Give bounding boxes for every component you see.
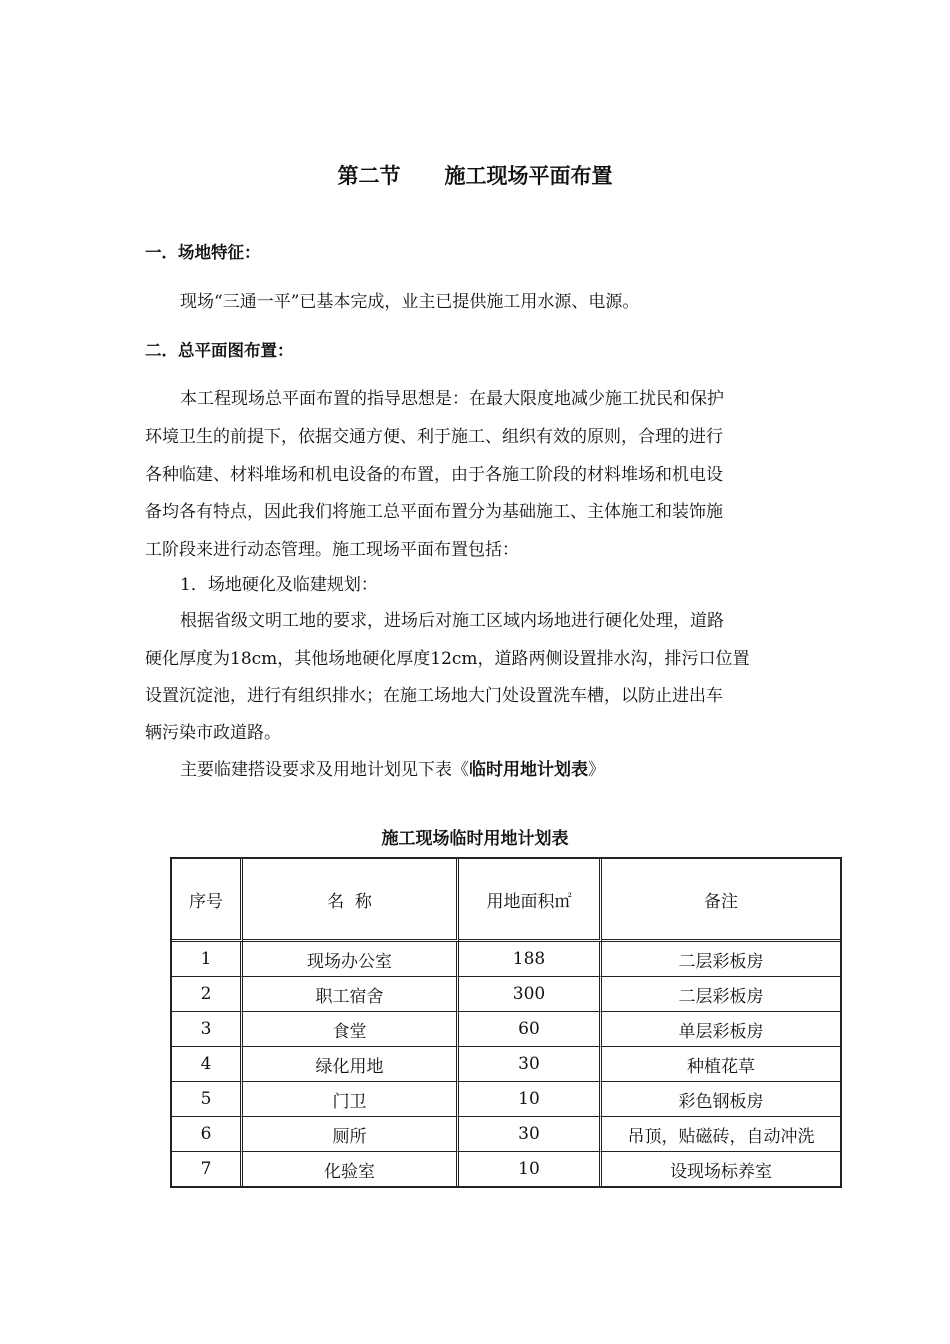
cell-name: 绿化用地 (243, 1047, 459, 1082)
table-row (172, 1047, 840, 1082)
reference-close: 》 (588, 760, 605, 780)
cell-index: 5 (172, 1082, 243, 1117)
cell-name: 门卫 (243, 1082, 459, 1117)
cell-index: 1 (172, 942, 243, 977)
cell-name: 化验室 (243, 1152, 459, 1186)
cell-remarks: 种植花草 (602, 1047, 840, 1082)
cell-remarks: 吊顶，贴磁砖，自动冲洗 (602, 1117, 840, 1152)
heading-general-layout: 二．总平面图布置： (145, 341, 294, 360)
cell-remarks: 二层彩板房 (602, 942, 840, 977)
cell-area: 188 (459, 942, 602, 977)
paragraph-line: 设置沉淀池，进行有组织排水；在施工场地大门处设置洗车槽，以防止进出车 (145, 686, 723, 706)
header-area: 用地面积㎡ (459, 859, 602, 942)
cell-index: 4 (172, 1047, 243, 1082)
paragraph-line: 本工程现场总平面布置的指导思想是：在最大限度地减少施工扰民和保护 (180, 389, 724, 409)
sub-item-title: 1．场地硬化及临建规划： (180, 575, 378, 595)
paragraph-line: 工阶段来进行动态管理。施工现场平面布置包括： (145, 540, 519, 560)
paragraph-site-status: 现场“三通一平”已基本完成，业主已提供施工用水源、电源。 (180, 292, 640, 312)
table-header-row (172, 859, 840, 942)
cell-remarks: 单层彩板房 (602, 1012, 840, 1047)
cell-name: 职工宿舍 (243, 977, 459, 1012)
cell-area: 30 (459, 1047, 602, 1082)
paragraph-line: 硬化厚度为18cm，其他场地硬化厚度12cm，道路两侧设置排水沟，排污口位置 (145, 649, 750, 669)
paragraph-line: 备均各有特点，因此我们将施工总平面布置分为基础施工、主体施工和装饰施 (145, 502, 723, 522)
cell-name: 厕所 (243, 1117, 459, 1152)
table-row (172, 977, 840, 1012)
header-remarks: 备注 (602, 859, 840, 942)
cell-name: 食堂 (243, 1012, 459, 1047)
cell-remarks: 设现场标养室 (670, 1161, 772, 1182)
section-name: 施工现场平面布置 (444, 164, 613, 188)
table-row (172, 1082, 840, 1117)
paragraph-line: 各种临建、材料堆场和机电设备的布置，由于各施工阶段的材料堆场和机电设 (145, 465, 723, 485)
section-title (0, 160, 950, 190)
cell-index: 2 (172, 977, 243, 1012)
section-number: 第二节 (337, 164, 401, 188)
cell-index: 3 (172, 1012, 243, 1047)
cell-area: 300 (459, 977, 602, 1012)
table-row (172, 1117, 840, 1152)
cell-area: 30 (459, 1117, 602, 1152)
table-title: 施工现场临时用地计划表 (381, 829, 569, 849)
cell-area: 10 (459, 1082, 602, 1117)
heading-site-features: 一．场地特征： (145, 243, 261, 262)
cell-index: 7 (172, 1152, 243, 1186)
cell-index: 6 (172, 1117, 243, 1152)
table-row (172, 1012, 840, 1047)
reference-table-name: 临时用地计划表 (469, 760, 588, 780)
reference-text: 主要临建搭设要求及用地计划见下表《 (180, 760, 469, 780)
cell-remarks: 彩色钢板房 (602, 1082, 840, 1117)
paragraph-line: 辆污染市政道路。 (145, 723, 281, 743)
header-name: 名 称 (243, 859, 459, 942)
header-index: 序号 (172, 859, 243, 942)
cell-area: 60 (459, 1012, 602, 1047)
cell-name: 现场办公室 (243, 942, 459, 977)
paragraph-table-reference (180, 755, 605, 780)
table-row (172, 1152, 840, 1186)
table-row (172, 942, 840, 977)
cell-remarks: 二层彩板房 (602, 977, 840, 1012)
cell-area: 10 (459, 1152, 602, 1186)
paragraph-line: 环境卫生的前提下，依据交通方便、利于施工、组织有效的原则，合理的进行 (145, 427, 723, 447)
paragraph-line: 根据省级文明工地的要求，进场后对施工区域内场地进行硬化处理，道路 (180, 611, 724, 631)
land-use-plan-table (170, 857, 842, 1188)
